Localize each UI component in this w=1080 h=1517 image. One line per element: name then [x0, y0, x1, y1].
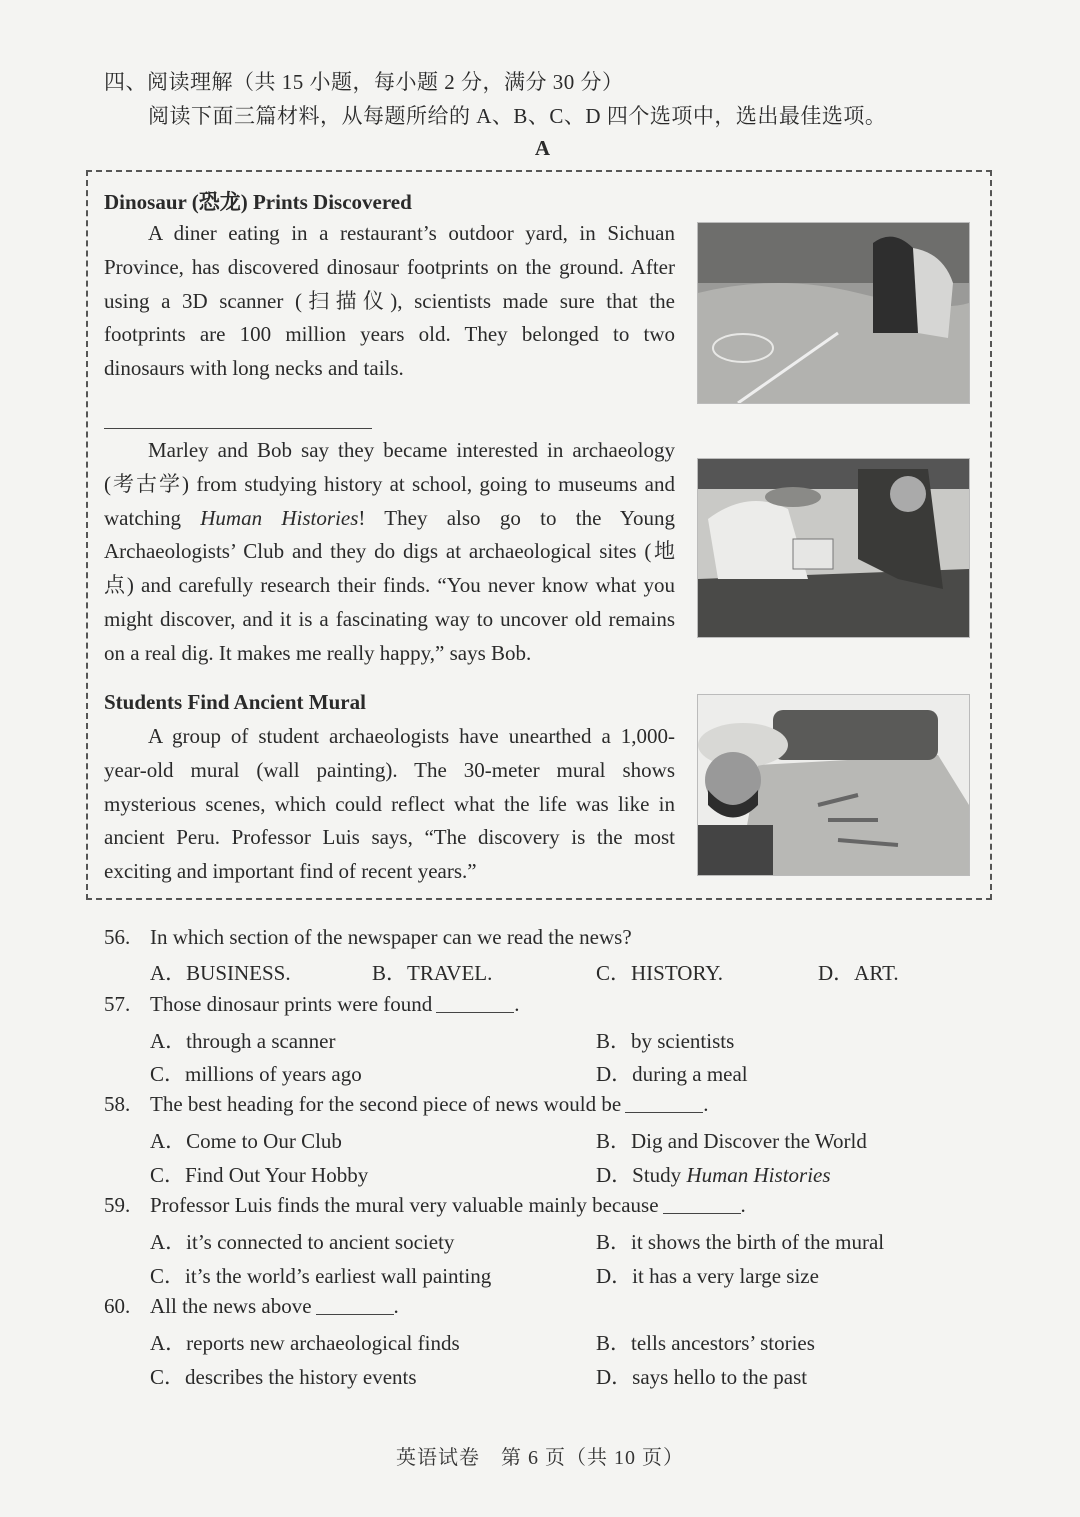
answer-blank [436, 1012, 514, 1013]
q58-option-c[interactable]: C．Find Out Your Hobby [150, 1163, 369, 1187]
q56-option-d[interactable]: D．ART. [818, 961, 899, 985]
q56-option-c[interactable]: C．HISTORY. [596, 961, 724, 985]
q60-option-c[interactable]: C．describes the history events [150, 1365, 417, 1389]
q59-option-c[interactable]: C．it’s the world’s earliest wall painting [150, 1264, 492, 1288]
article-3-paragraph: A group of student archaeologists have unearthed a 1,000-year-old mural (wall painting). The 30-meter mural shows mysterious scenes, which could reflect what the life was like in ancient Peru. Professor Luis says, “The discovery is the most exciting and important find of recent years.” [104, 724, 675, 884]
article-2-body [104, 434, 675, 671]
instructions: 阅读下面三篇材料，从每题所给的 A、B、C、D 四个选项中，选出最佳选项。 [148, 104, 887, 128]
page-footer: 英语试卷 第 6 页（共 10 页） [396, 1447, 684, 1469]
divider-rule [104, 428, 372, 429]
q56-option-a[interactable]: A．BUSINESS. [150, 961, 291, 985]
section-title: 四、阅读理解（共 15 小题，每小题 2 分，满分 30 分） [104, 70, 624, 94]
answer-blank [625, 1112, 703, 1113]
article-3-headline: Students Find Ancient Mural [104, 690, 366, 714]
show-title: Human Histories [200, 505, 359, 530]
article-1-paragraph: A diner eating in a restaurant’s outdoor yard, in Sichuan Province, has discovered dinosaur footprints on the ground. After using a 3D scanner (扫描仪), scientists made sure that the footprints are 100 million years old. They belonged to two dinosaurs with long necks and tails. [104, 221, 675, 381]
article-3-body [104, 720, 675, 889]
q58-option-a[interactable]: A．Come to Our Club [150, 1129, 342, 1153]
article-2-paragraph: Marley and Bob say they became interested in archaeology (考古学) from studying history at school, going to museums and watching Human Histories! They also go to the Young Archaeologists’ Club and they do digs at archaeological sites (地点) and carefully research their finds. “You never know what you might discover, and it is a fascinating way to uncover old remains on a real dig. It makes me really happy,” says Bob. [104, 438, 675, 665]
article-1-body [104, 217, 675, 386]
q56-option-b[interactable]: B．TRAVEL. [372, 961, 493, 985]
q59-option-b[interactable]: B．it shows the birth of the mural [596, 1230, 885, 1254]
answer-blank [663, 1213, 741, 1214]
article-1-headline: Dinosaur (恐龙) Prints Discovered [104, 190, 412, 214]
q58-option-d[interactable]: D．Study Human Histories [596, 1163, 831, 1187]
passage-label: A [534, 136, 551, 160]
q59-option-a[interactable]: A．it’s connected to ancient society [150, 1230, 455, 1254]
q57-option-d[interactable]: D．during a meal [596, 1062, 748, 1086]
answer-blank [316, 1314, 394, 1315]
dinosaur-footprints-photo [697, 222, 970, 404]
q57-option-c[interactable]: C．millions of years ago [150, 1062, 362, 1086]
q57-option-a[interactable]: A．through a scanner [150, 1029, 336, 1053]
q60-option-d[interactable]: D．says hello to the past [596, 1365, 808, 1389]
q59-option-d[interactable]: D．it has a very large size [596, 1264, 819, 1288]
archaeologists-digging-photo [697, 458, 970, 638]
q58-option-b[interactable]: B．Dig and Discover the World [596, 1129, 867, 1153]
ancient-mural-photo [697, 694, 970, 876]
q57-option-b[interactable]: B．by scientists [596, 1029, 735, 1053]
q60-option-b[interactable]: B．tells ancestors’ stories [596, 1331, 815, 1355]
q60-option-a[interactable]: A．reports new archaeological finds [150, 1331, 460, 1355]
